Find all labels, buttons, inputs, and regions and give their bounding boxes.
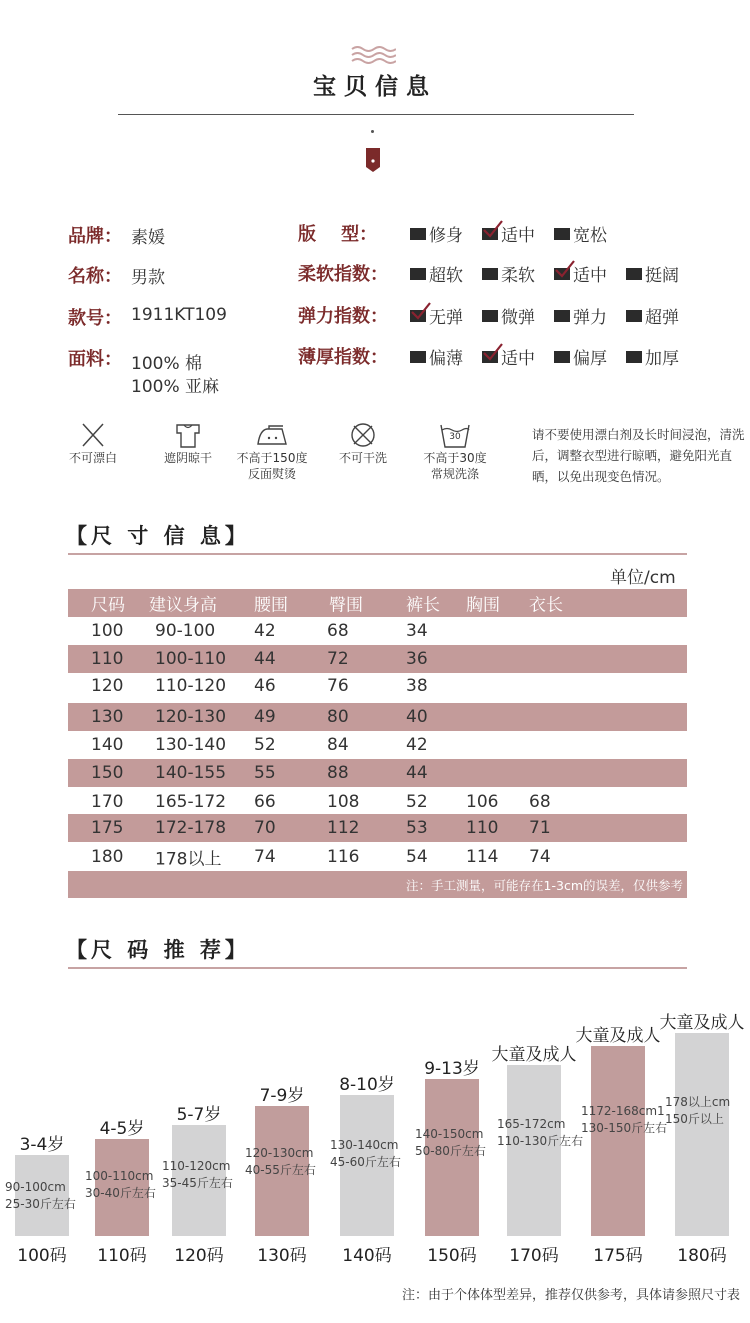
table-cell: 140 (91, 735, 124, 755)
size-code: 150码 (427, 1246, 477, 1266)
table-cell: 110 (466, 818, 499, 838)
care-label-line2: 常规洗涤 (430, 467, 479, 481)
table-row (68, 703, 687, 731)
size-code: 120码 (174, 1246, 224, 1266)
table-cell: 80 (327, 707, 349, 727)
table-row (68, 788, 687, 816)
table-cell: 68 (529, 792, 551, 812)
header-cell: 胸围 (466, 595, 500, 616)
weight-range: 30-40斤左右 (85, 1186, 156, 1200)
size-code: 100码 (17, 1246, 67, 1266)
care-label-line1: 不高于150度 (236, 451, 308, 465)
size-code: 110码 (97, 1246, 147, 1266)
height-range: 130-140cm (330, 1138, 399, 1152)
table-row (68, 645, 687, 673)
brand-label: 品牌： (68, 226, 122, 247)
care-note: 请不要使用漂白剂及长时间浸泡，清洗后，调整衣型进行晾晒，避免阳光直晒，以免出现变色情况。 (532, 427, 745, 484)
table-cell: 70 (254, 818, 276, 838)
brand-value: 素媛 (131, 228, 165, 248)
wave-ornament-icon (350, 44, 396, 66)
spec-label-2: 弹力指数： (298, 306, 388, 327)
spec-option-label: 适中 (573, 266, 607, 286)
style-no-value: 1911KT109 (131, 305, 227, 325)
weight-range: 130-150斤左右 (581, 1121, 668, 1135)
table-row (68, 814, 687, 842)
size-code: 175码 (593, 1246, 643, 1266)
page-title: 宝贝信息 (313, 73, 437, 100)
table-cell: 40 (406, 707, 428, 727)
header-cell: 建议身高 (149, 595, 217, 616)
spec-option-label: 适中 (501, 349, 535, 369)
spec-option-label: 加厚 (645, 349, 679, 369)
table-row (68, 731, 687, 759)
checkbox-icon (554, 310, 570, 322)
weight-range: 40-55斤左右 (245, 1163, 316, 1177)
spec-option-label: 无弹 (429, 308, 463, 328)
height-range: 100-110cm (85, 1169, 154, 1183)
table-cell: 100-110 (155, 649, 227, 669)
spec-option[interactable] (482, 261, 535, 286)
table-cell: 88 (327, 763, 349, 783)
checkbox-icon (626, 310, 642, 322)
table-cell: 72 (327, 649, 349, 669)
table-cell: 74 (529, 847, 551, 867)
size-section-title: 【尺 寸 信 息】 (66, 523, 250, 548)
title-divider (118, 114, 634, 115)
table-cell: 49 (254, 707, 276, 727)
spec-label-1: 柔软指数： (298, 264, 388, 285)
table-cell: 112 (327, 818, 360, 838)
table-cell: 42 (406, 735, 428, 755)
checkbox-icon (482, 310, 498, 322)
fabric-value-1: 100% 棉 (131, 354, 203, 374)
spec-option[interactable] (482, 303, 535, 328)
recommend-footer-note: 注：由于个体体型差异，推荐仅供参考，具体请参照尺寸表 (401, 1288, 740, 1303)
checkbox-icon (554, 268, 570, 280)
spec-option[interactable] (626, 261, 679, 286)
height-range: 110-120cm (162, 1159, 231, 1173)
size-note: 注：手工测量，可能存在1-3cm的误差，仅供参考 (406, 878, 683, 893)
care-label-line1: 遮阴晾干 (163, 451, 212, 465)
spec-option[interactable] (410, 261, 463, 286)
table-cell: 165-172 (155, 792, 227, 812)
height-range: 1172-168cm1 (581, 1104, 665, 1118)
weight-range: 45-60斤左右 (330, 1155, 401, 1169)
care-label (405, 450, 505, 482)
spec-option[interactable] (626, 344, 679, 369)
table-cell: 114 (466, 847, 499, 867)
spec-option-label: 偏厚 (573, 349, 607, 369)
table-cell: 170 (91, 792, 124, 812)
age-label: 大童及成人 (575, 1026, 661, 1046)
height-range: 90-100cm (5, 1180, 66, 1194)
recommend-section-title: 【尺 码 推 荐】 (66, 937, 250, 962)
table-cell: 110-120 (155, 676, 227, 696)
table-cell: 116 (327, 847, 360, 867)
no-dry-clean-icon (346, 420, 380, 450)
spec-option-label: 柔软 (501, 266, 535, 286)
spec-option[interactable] (554, 344, 607, 369)
table-cell: 100 (91, 621, 124, 641)
fabric-label: 面料： (68, 349, 122, 370)
name-value: 男款 (131, 268, 165, 288)
age-label: 3-4岁 (19, 1135, 65, 1155)
table-cell: 71 (529, 818, 551, 838)
spec-option[interactable] (410, 344, 463, 369)
checkbox-icon (482, 268, 498, 280)
spec-option[interactable] (482, 221, 535, 246)
age-label: 8-10岁 (339, 1075, 395, 1095)
spec-option-label: 微弹 (501, 308, 535, 328)
height-range: 140-150cm (415, 1127, 484, 1141)
table-cell: 52 (254, 735, 276, 755)
no-bleach-icon (76, 420, 110, 450)
age-label: 5-7岁 (176, 1105, 222, 1125)
recommend-section-divider (68, 967, 687, 969)
spec-option-label: 适中 (501, 226, 535, 246)
shade-dry-icon (171, 420, 205, 450)
header-cell: 腰围 (254, 595, 288, 616)
table-cell: 54 (406, 847, 428, 867)
table-cell: 66 (254, 792, 276, 812)
height-range: 178以上cm (665, 1095, 731, 1109)
checkbox-icon (410, 268, 426, 280)
size-code: 140码 (342, 1246, 392, 1266)
checkbox-icon (410, 228, 426, 240)
unit-label: 单位/cm (610, 568, 676, 588)
table-cell: 180 (91, 847, 124, 867)
checkbox-icon (554, 228, 570, 240)
size-code: 130码 (257, 1246, 307, 1266)
spec-label-3: 薄厚指数： (298, 347, 388, 368)
spec-option-label: 宽松 (573, 226, 607, 246)
size-note-row (68, 871, 687, 898)
table-cell: 44 (406, 763, 428, 783)
size-table-header (68, 589, 687, 617)
header-cell: 裤长 (406, 595, 440, 616)
spec-option[interactable] (554, 261, 607, 286)
spec-option-label: 挺阔 (645, 266, 679, 286)
table-cell: 52 (406, 792, 428, 812)
header-cell: 臀围 (329, 595, 363, 616)
table-cell: 120 (91, 676, 124, 696)
table-cell: 90-100 (155, 621, 216, 641)
table-cell: 38 (406, 676, 428, 696)
size-bar (591, 1046, 645, 1236)
table-cell: 68 (327, 621, 349, 641)
height-range: 165-172cm (497, 1117, 566, 1131)
tag-ornament-icon (366, 148, 380, 172)
weight-range: 50-80斤左右 (415, 1144, 486, 1158)
spec-label-0: 版 型： (298, 224, 378, 245)
height-range: 120-130cm (245, 1146, 314, 1160)
care-label-line1: 不可漂白 (68, 451, 117, 465)
table-cell: 178以上 (155, 849, 222, 870)
table-row (68, 759, 687, 787)
age-label: 9-13岁 (424, 1059, 480, 1079)
table-cell: 108 (327, 792, 360, 812)
table-cell: 36 (406, 649, 428, 669)
checkbox-icon (482, 228, 498, 240)
spec-option[interactable] (626, 303, 679, 328)
spec-option[interactable] (482, 344, 535, 369)
table-cell: 84 (327, 735, 349, 755)
name-label: 名称： (68, 266, 122, 287)
table-cell: 150 (91, 763, 124, 783)
checkbox-icon (626, 351, 642, 363)
care-label (313, 450, 413, 466)
table-cell: 140-155 (155, 763, 227, 783)
table-cell: 34 (406, 621, 428, 641)
size-bar (675, 1033, 729, 1236)
care-label-line1: 不高于30度 (423, 451, 487, 465)
divider-dot (371, 130, 374, 133)
size-code: 170码 (509, 1246, 559, 1266)
table-cell: 53 (406, 818, 428, 838)
age-label: 7-9岁 (259, 1086, 305, 1106)
style-no-label: 款号： (68, 308, 122, 329)
spec-option-label: 弹力 (573, 308, 607, 328)
wash-temp-label: 30 (449, 432, 461, 442)
table-row (68, 617, 687, 645)
table-cell: 106 (466, 792, 499, 812)
table-cell: 172-178 (155, 818, 227, 838)
spec-option-label: 超软 (429, 266, 463, 286)
spec-option[interactable] (410, 221, 463, 246)
spec-option[interactable] (554, 221, 607, 246)
table-cell: 130 (91, 707, 124, 727)
table-cell: 110 (91, 649, 124, 669)
spec-option[interactable] (554, 303, 607, 328)
spec-option-label: 修身 (429, 226, 463, 246)
table-cell: 120-130 (155, 707, 227, 727)
age-label: 4-5岁 (99, 1119, 145, 1139)
table-cell: 76 (327, 676, 349, 696)
checkbox-icon (410, 351, 426, 363)
care-label-line1: 不可干洗 (338, 451, 387, 465)
wash-30-icon (438, 420, 472, 450)
care-label-line2: 反面熨烫 (247, 467, 296, 481)
weight-range: 35-45斤左右 (162, 1176, 233, 1190)
weight-range: 150斤以上 (665, 1112, 724, 1126)
table-cell: 46 (254, 676, 276, 696)
iron-icon (255, 420, 289, 450)
table-cell: 55 (254, 763, 276, 783)
table-row (68, 672, 687, 700)
age-label: 大童及成人 (491, 1045, 577, 1065)
spec-option-label: 超弹 (645, 308, 679, 328)
care-label (43, 450, 143, 466)
checkbox-icon (554, 351, 570, 363)
size-bar (507, 1065, 561, 1236)
spec-option[interactable] (410, 303, 463, 328)
table-cell: 130-140 (155, 735, 227, 755)
table-cell: 175 (91, 818, 124, 838)
spec-option-label: 偏薄 (429, 349, 463, 369)
checkbox-icon (410, 310, 426, 322)
table-cell: 44 (254, 649, 276, 669)
checkbox-icon (626, 268, 642, 280)
fabric-value-2: 100% 亚麻 (131, 377, 220, 397)
care-label (222, 450, 322, 482)
weight-range: 25-30斤左右 (5, 1197, 76, 1211)
table-cell: 74 (254, 847, 276, 867)
checkbox-icon (482, 351, 498, 363)
size-section-divider (68, 553, 687, 555)
size-code: 180码 (677, 1246, 727, 1266)
table-row (68, 843, 687, 871)
weight-range: 110-130斤左右 (497, 1134, 584, 1148)
header-cell: 衣长 (529, 595, 563, 616)
header-cell: 尺码 (91, 595, 125, 616)
age-label: 大童及成人 (659, 1013, 745, 1033)
table-cell: 42 (254, 621, 276, 641)
